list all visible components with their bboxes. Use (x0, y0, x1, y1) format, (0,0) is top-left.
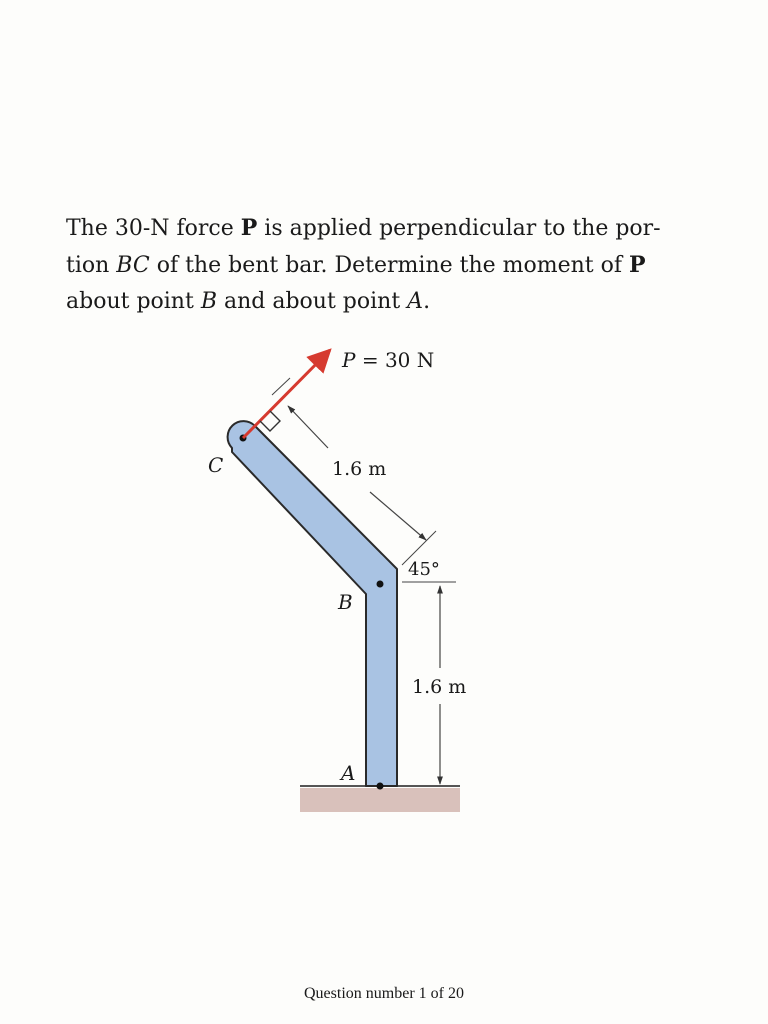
problem-text-part: is applied perpendicular to the por- (257, 216, 661, 241)
force-label (341, 348, 434, 372)
label-b: B (338, 590, 353, 614)
problem-text-part: P (629, 252, 646, 278)
problem-text-part: about point (66, 289, 201, 314)
label-c: C (208, 453, 224, 477)
right-angle-mark (260, 411, 280, 431)
problem-text-part: P (240, 215, 258, 241)
force-p-arrow (243, 350, 330, 438)
angle-label: 45° (408, 559, 440, 580)
point-a-dot (377, 783, 384, 790)
problem-text-part: B (200, 289, 217, 314)
label-a: A (341, 761, 356, 785)
dim-bc-upper (288, 406, 328, 448)
problem-text-part: . (423, 289, 431, 314)
dim-bc-label: 1.6 m (332, 458, 387, 480)
problem-text-part: The 30-N force (66, 216, 241, 241)
problem-text-part: and about point (217, 289, 408, 314)
problem-text-part: tion (66, 253, 117, 278)
dim-bc-lower (370, 492, 426, 540)
dim-ab-label: 1.6 m (412, 676, 467, 698)
force-value: = 30 N (355, 348, 435, 372)
question-counter: Question number 1 of 20 (304, 985, 464, 1002)
problem-text-part: A (407, 289, 424, 314)
point-b-dot (377, 581, 384, 588)
ground-shading (300, 788, 460, 812)
force-symbol: P (342, 348, 356, 372)
problem-text-part: BC (116, 253, 150, 278)
problem-text-part: of the bent bar. Determine the moment of (149, 253, 630, 278)
